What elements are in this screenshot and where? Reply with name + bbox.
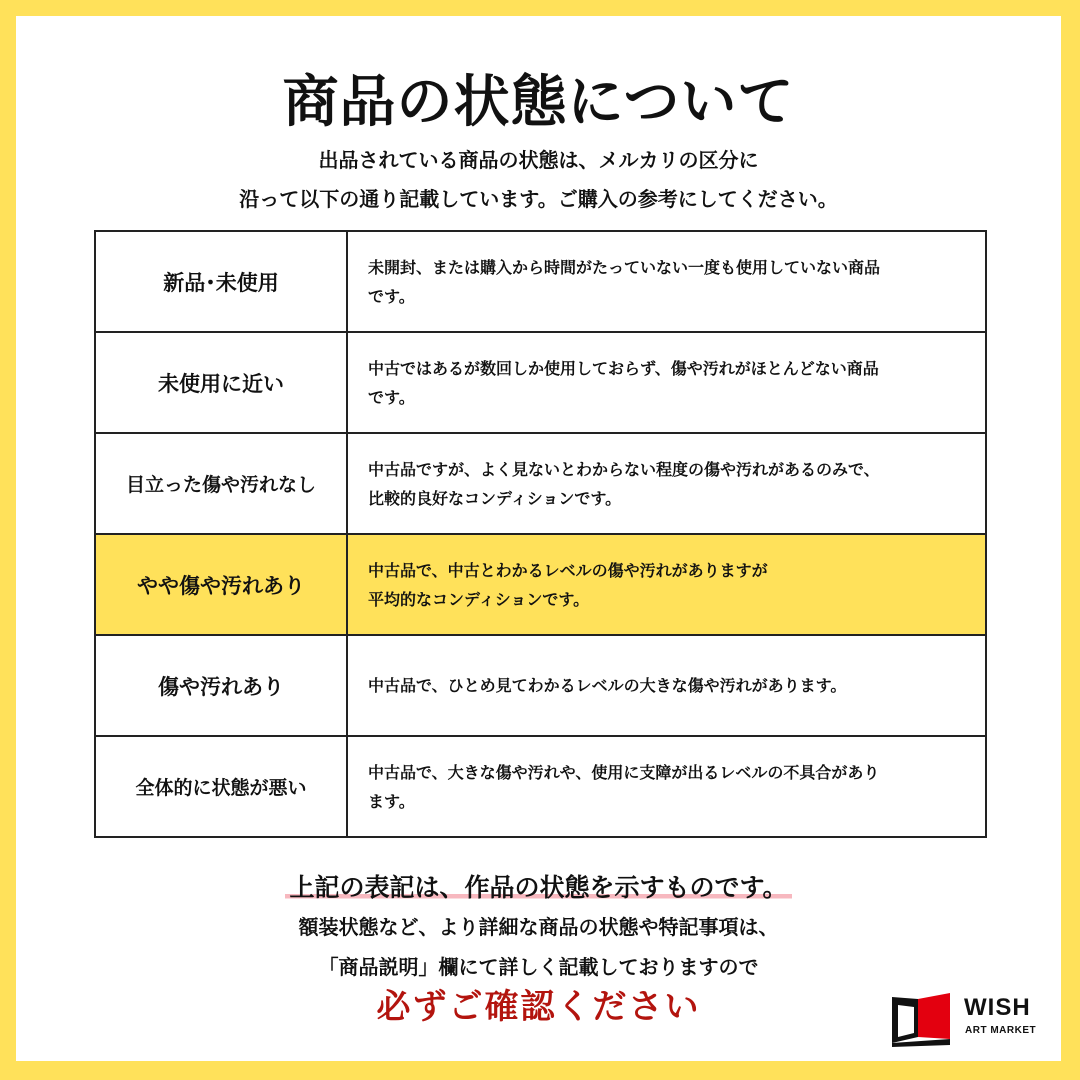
description-line: です。 <box>368 387 415 407</box>
content-panel <box>16 16 1061 1061</box>
description-line: 未開封、または購入から時間がたっていない一度も使用していない商品 <box>368 257 881 277</box>
wish-logo <box>888 991 1048 1051</box>
condition-label: 未使用に近い <box>95 332 347 433</box>
condition-description <box>347 332 986 433</box>
note-line-2: 「商品説明」欄にて詳しく記載しておりますので <box>318 955 759 979</box>
warning-text: 必ずご確認ください <box>376 987 701 1027</box>
table-row-highlighted <box>95 534 986 635</box>
condition-description <box>347 231 986 332</box>
description-line: 中古ではあるが数回しか使用しておらず、傷や汚れがほとんどない商品 <box>368 358 879 378</box>
condition-label: やや傷や汚れあり <box>95 534 347 635</box>
description-line: 中古品で、大きな傷や汚れや、使用に支障が出るレベルの不具合があり <box>368 762 880 782</box>
main-note <box>16 871 1061 905</box>
condition-label: 目立った傷や汚れなし <box>95 433 347 534</box>
description-line: 比較的良好なコンディションです。 <box>368 488 622 508</box>
wish-logo-mark-icon <box>888 991 954 1047</box>
description-line: 中古品で、中古とわかるレベルの傷や汚れがありますが <box>368 560 768 580</box>
condition-description <box>347 534 986 635</box>
description-line: 中古品ですが、よく見ないとわからない程度の傷や汚れがあるのみで、 <box>368 459 880 479</box>
table-row <box>95 635 986 736</box>
condition-label: 新品･未使用 <box>95 231 347 332</box>
main-note-text: 上記の表記は、作品の状態を示すものです。 <box>285 873 791 902</box>
table-row <box>95 332 986 433</box>
intro-line-1: 出品されている商品の状態は、メルカリの区分に <box>318 148 759 172</box>
note-line-1: 額装状態など、より詳細な商品の状態や特記事項は、 <box>298 915 779 939</box>
table-row <box>95 433 986 534</box>
condition-description <box>347 635 986 736</box>
condition-label: 全体的に状態が悪い <box>95 736 347 837</box>
condition-table <box>94 230 987 838</box>
condition-description <box>347 433 986 534</box>
table-row <box>95 736 986 837</box>
page-title: 商品の状態について <box>282 70 795 135</box>
condition-label: 傷や汚れあり <box>95 635 347 736</box>
description-line: ます。 <box>368 791 415 811</box>
table-row <box>95 231 986 332</box>
description-line: 平均的なコンディションです。 <box>368 589 590 609</box>
logo-subtitle: ART MARKET <box>965 1025 1037 1036</box>
description-line: です。 <box>368 286 415 306</box>
condition-description <box>347 736 986 837</box>
intro-line-2: 沿って以下の通り記載しています。ご購入の参考にしてください。 <box>239 187 838 211</box>
logo-name: WISH <box>964 994 1031 1021</box>
description-line: 中古品で、ひとめ見てわかるレベルの大きな傷や汚れがあります。 <box>368 676 847 695</box>
